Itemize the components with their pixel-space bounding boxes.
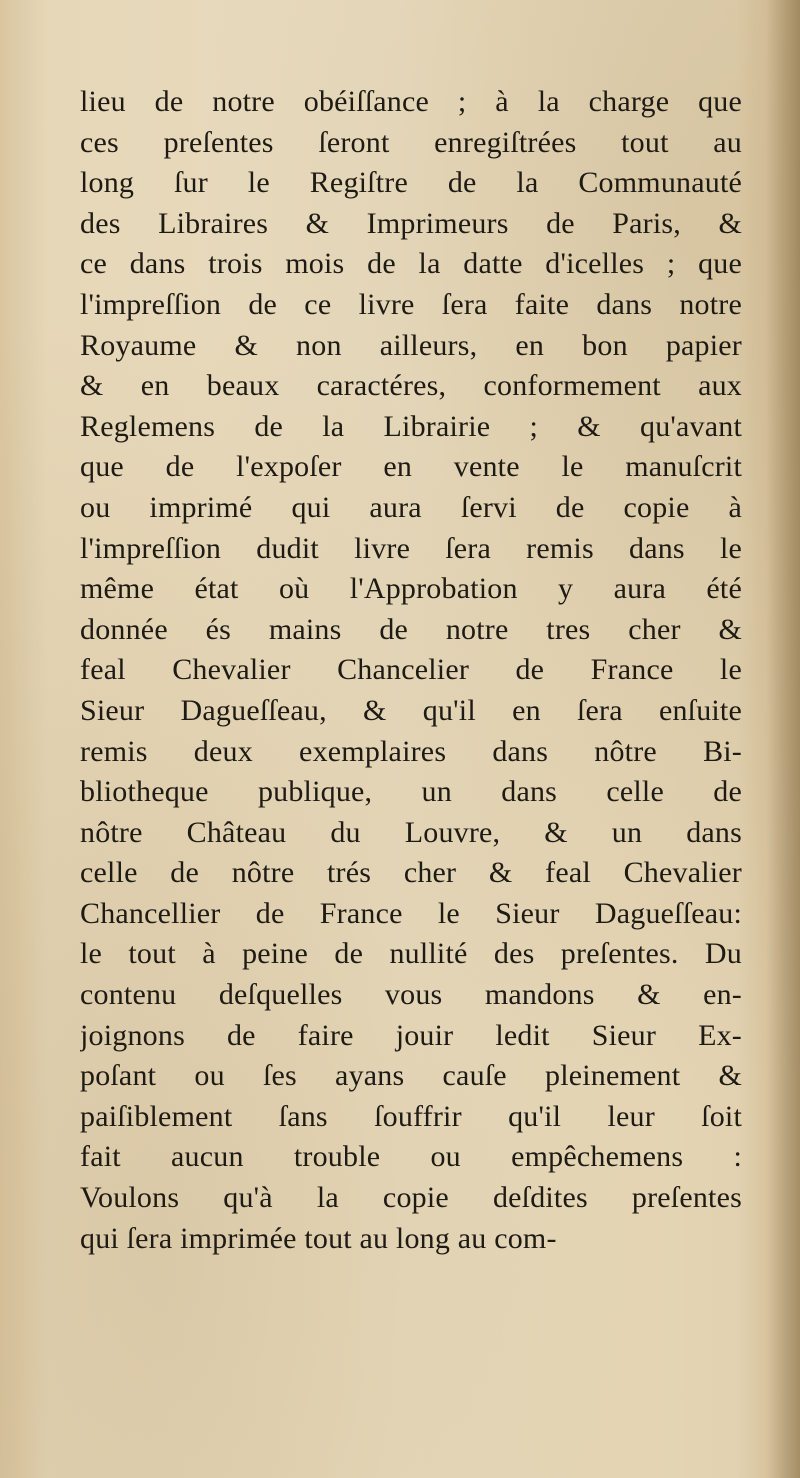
text-line: & en beaux caractéres, conformement aux xyxy=(80,369,742,403)
text-line: qui ſera imprimée tout au long au com- xyxy=(80,1221,557,1255)
text-line: contenu deſquelles vous mandons & en- xyxy=(80,978,742,1012)
text-line: celle de nôtre trés cher & feal Chevalier xyxy=(80,856,742,890)
text-line: ou imprimé qui aura ſervi de copie à xyxy=(80,490,742,524)
text-line: Sieur Dagueſſeau, & qu'il en ſera enſuite xyxy=(80,693,742,727)
text-line: poſant ou ſes ayans cauſe pleinement & xyxy=(80,1059,742,1093)
text-line: bliotheque publique, un dans celle de xyxy=(80,775,742,809)
text-line: long ſur le Regiſtre de la Communauté xyxy=(80,166,742,200)
text-line: Chancellier de France le Sieur Dagueſſeau: xyxy=(80,896,742,930)
text-line: lieu de notre obéiſſance ; à la charge que xyxy=(80,85,742,118)
text-line: l'impreſſion de ce livre ſera faite dans notre xyxy=(80,287,742,321)
text-line: remis deux exemplaires dans nôtre Bi- xyxy=(80,734,742,768)
text-line: ce dans trois mois de la datte d'icelles ; que xyxy=(80,247,742,281)
text-line: des Libraires & Imprimeurs de Paris, & xyxy=(80,206,742,240)
text-line: fait aucun trouble ou empêchemens : xyxy=(80,1140,742,1174)
text-line: nôtre Château du Louvre, & un dans xyxy=(80,815,742,849)
text-line: donnée és mains de notre tres cher & xyxy=(80,612,742,646)
text-line: que de l'expoſer en vente le manuſcrit xyxy=(80,450,742,484)
text-line: le tout à peine de nullité des preſentes. Du xyxy=(80,937,742,971)
text-line: paiſiblement ſans ſouffrir qu'il leur ſoit xyxy=(80,1099,742,1133)
text-line: joignons de faire jouir ledit Sieur Ex- xyxy=(80,1018,742,1052)
text-line: feal Chevalier Chancelier de France le xyxy=(80,653,742,687)
text-line: ces preſentes ſeront enregiſtrées tout au xyxy=(80,125,742,159)
text-line: même état où l'Approbation y aura été xyxy=(80,572,742,606)
text-line: Royaume & non ailleurs, en bon papier xyxy=(80,328,742,362)
text-line: Voulons qu'à la copie deſdites preſentes xyxy=(80,1181,742,1215)
text-line: Reglemens de la Librairie ; & qu'avant xyxy=(80,409,742,443)
body-text xyxy=(80,82,742,1259)
text-line: l'impreſſion dudit livre ſera remis dans le xyxy=(80,531,742,565)
page-edge-shadow xyxy=(766,0,800,1478)
